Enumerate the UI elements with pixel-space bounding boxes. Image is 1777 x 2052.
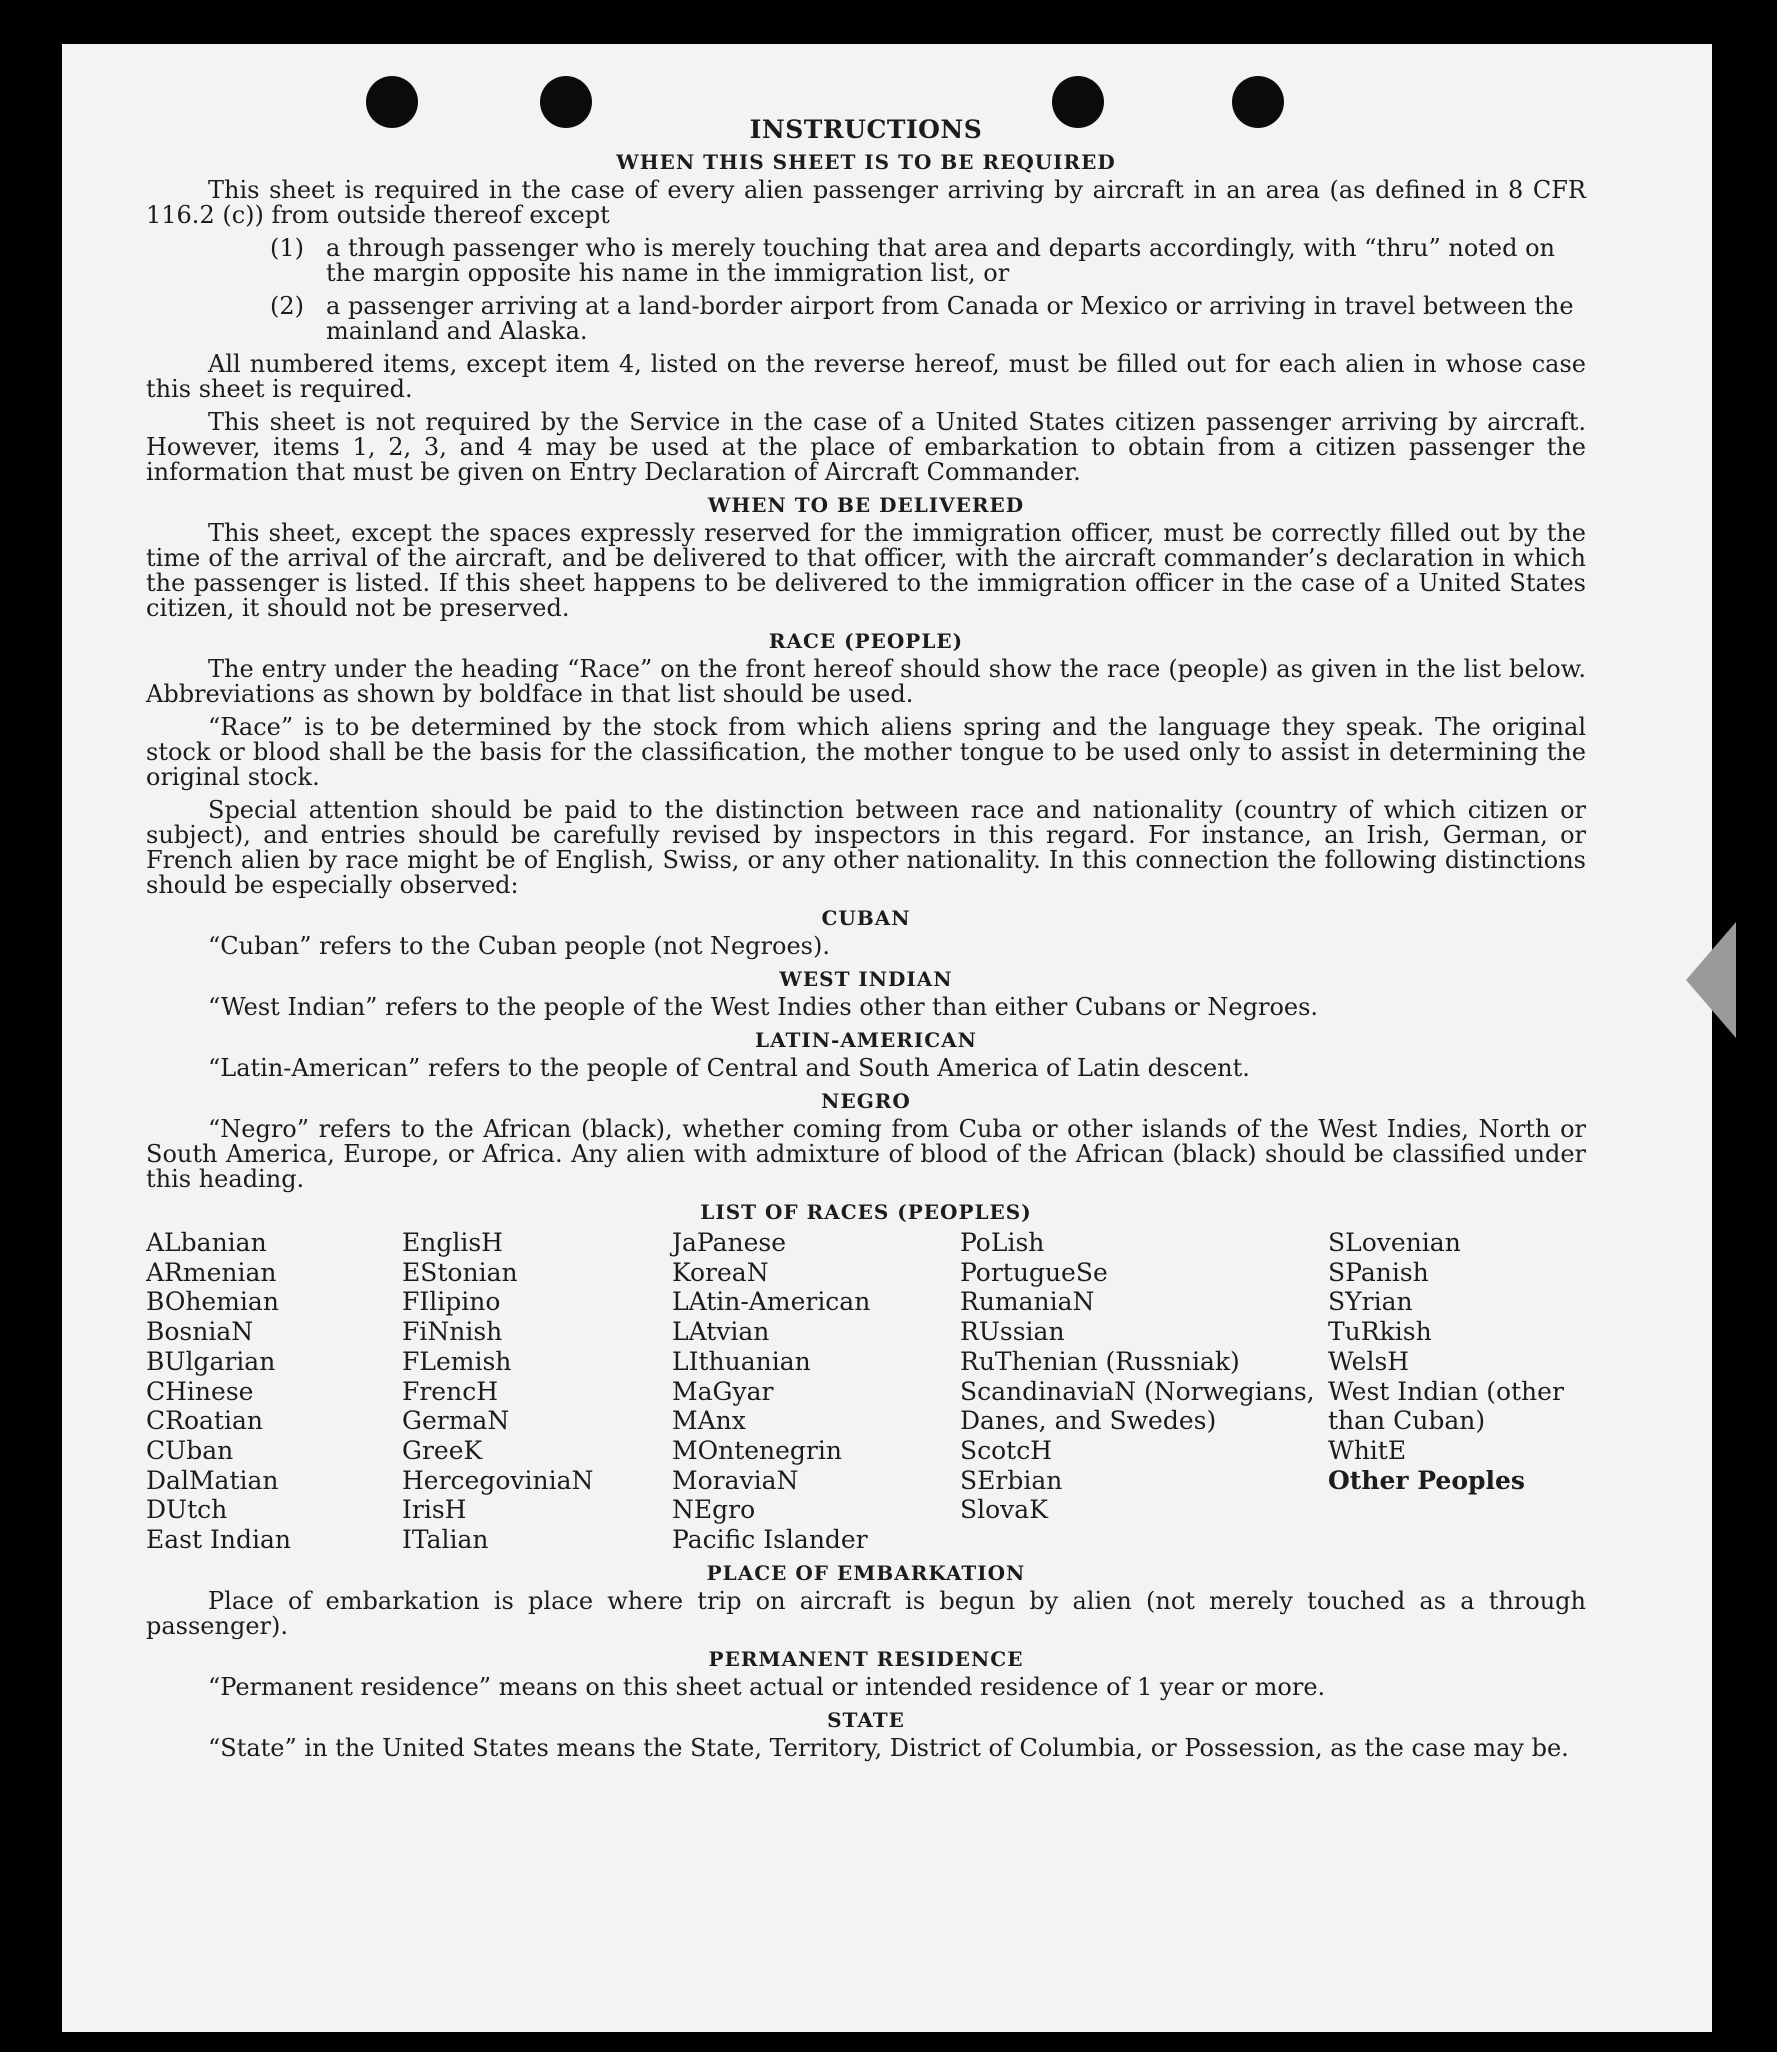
race-item: GermaN	[402, 1406, 510, 1436]
race-item: BOhemian	[146, 1287, 279, 1317]
race-item: LIthuanian	[672, 1346, 811, 1376]
race-item: IrisH	[402, 1495, 467, 1525]
paragraph: This sheet is not required by the Service in the case of a United States citizen passenger arriving by aircraft. However, items 1, 2, 3, and 4 may be used at the place of embarkation to obtain from a citizen passenger the information that must be given on Entry Declaration of Aircraft Commander.	[146, 408, 1586, 486]
paragraph: The entry under the heading “Race” on the front hereof should show the race (people) as given in the list below. Abbreviations as shown by boldface in that list should be used.	[146, 655, 1586, 708]
race-item: PortugueSe	[960, 1257, 1108, 1287]
race-item: SErbian	[960, 1465, 1063, 1495]
section-heading: PLACE OF EMBARKATION	[706, 1560, 1026, 1585]
paragraph: “Latin-American” refers to the people of Central and South America of Latin descent.	[208, 1054, 1250, 1082]
paragraph: “West Indian” refers to the people of the West Indies other than either Cubans or Negroes.	[208, 993, 1319, 1021]
race-item: ScotcH	[960, 1435, 1053, 1465]
section-heading: PERMANENT RESIDENCE	[708, 1646, 1024, 1671]
list-item: (1) a through passenger who is merely touching that area and departs accordingly, with “thru” noted on the margin opposite his name in the immigration list, or	[270, 234, 1556, 287]
race-item: LAtin-American	[672, 1287, 871, 1317]
section-heading: RACE (PEOPLE)	[768, 629, 964, 653]
race-item: LAtvian	[672, 1317, 770, 1347]
race-item: FIlipino	[402, 1287, 501, 1317]
race-item: MoraviaN	[672, 1465, 799, 1495]
torn-corner	[1686, 922, 1736, 1038]
race-item: CUban	[146, 1435, 234, 1465]
race-item: WelsH	[1328, 1346, 1410, 1376]
section-heading: LIST OF RACES (PEOPLES)	[700, 1200, 1032, 1224]
race-item: NEgro	[672, 1495, 756, 1525]
race-item: ITalian	[402, 1525, 489, 1555]
race-item: HercegoviniaN	[402, 1465, 594, 1495]
race-item: RUssian	[960, 1317, 1065, 1347]
race-item: FrencH	[402, 1376, 498, 1406]
race-item: MAnx	[672, 1406, 746, 1436]
section-heading: CUBAN	[821, 906, 911, 930]
section-heading: LATIN-AMERICAN	[755, 1028, 977, 1052]
race-item: SLovenian	[1328, 1228, 1461, 1257]
section-heading: WHEN THIS SHEET IS TO BE REQUIRED	[616, 150, 1116, 174]
race-item: PoLish	[960, 1228, 1045, 1257]
race-item: Other Peoples	[1328, 1465, 1525, 1495]
race-item: RumaniaN	[960, 1287, 1095, 1317]
paragraph: Special attention should be paid to the distinction between race and nationality (country of which citizen or subject), and entries should be carefully revised by inspectors in this regard. For instance, an Irish, German, or French alien by race might be of English, Swiss, or any other nationality. In this connection the following distinctions should be especially observed:	[146, 796, 1586, 899]
race-item: GreeK	[402, 1435, 483, 1465]
race-item: East Indian	[146, 1525, 291, 1555]
race-item: JaPanese	[672, 1228, 787, 1257]
paragraph: All numbered items, except item 4, listed on the reverse hereof, must be filled out for each alien in whose case this sheet is required.	[146, 350, 1586, 403]
race-item: MaGyar	[672, 1376, 774, 1406]
race-item: ScandinaviaN (Norwegians, Danes, and Swedes)	[960, 1376, 1315, 1436]
race-item: BosniaN	[146, 1317, 254, 1347]
race-item: MOntenegrin	[672, 1435, 842, 1465]
paragraph: This sheet, except the spaces expressly reserved for the immigration officer, must be correctly filled out by the time of the arrival of the aircraft, and be delivered to that officer, with the aircraft commander’s declaration in which the passenger is listed. If this sheet happens to be delivered to the immigration officer in the case of a United States citizen, it should not be preserved.	[146, 519, 1586, 622]
race-item: BUlgarian	[146, 1346, 276, 1376]
race-item: SlovaK	[960, 1495, 1048, 1525]
race-list	[146, 1228, 1586, 1555]
paragraph: “Negro” refers to the African (black), whether coming from Cuba or other islands of the West Indies, North or South America, Europe, or Africa. Any alien with admixture of blood of the African (black) should be classified under this heading.	[146, 1115, 1586, 1193]
paragraph: This sheet is required in the case of every alien passenger arriving by aircraft in an area (as defined in 8 CFR 116.2 (c)) from outside thereof except	[146, 176, 1586, 229]
race-item: DalMatian	[146, 1465, 279, 1495]
page-title: INSTRUCTIONS	[749, 115, 983, 144]
list-item: (2) a passenger arriving at a land-border airport from Canada or Mexico or arriving in travel between the mainland and Alaska.	[270, 292, 1574, 345]
race-item: WhitE	[1328, 1435, 1407, 1465]
race-item: RuThenian (Russniak)	[960, 1346, 1240, 1376]
race-item: ALbanian	[146, 1228, 267, 1257]
paragraph: “Cuban” refers to the Cuban people (not Negroes).	[208, 932, 830, 960]
section-heading: WEST INDIAN	[779, 967, 953, 991]
race-item: West Indian (other than Cuban)	[1328, 1376, 1564, 1436]
race-item: FiNnish	[402, 1317, 503, 1347]
race-item: Pacific Islander	[672, 1525, 868, 1555]
race-item: TuRkish	[1328, 1317, 1432, 1347]
paragraph: “Race” is to be determined by the stock from which aliens spring and the language they speak. The original stock or blood shall be the basis for the classification, the mother tongue to be used only to assist in determining the original stock.	[146, 713, 1586, 791]
race-item: DUtch	[146, 1495, 228, 1525]
race-item: KoreaN	[672, 1257, 769, 1287]
race-item: EStonian	[402, 1257, 518, 1287]
section-heading: WHEN TO BE DELIVERED	[707, 493, 1025, 517]
race-item: EnglisH	[402, 1228, 503, 1257]
section-heading: STATE	[827, 1707, 905, 1732]
paragraph: Place of embarkation is place where trip on aircraft is begun by alien (not merely touched as a through passenger).	[146, 1586, 1586, 1640]
race-item: FLemish	[402, 1346, 512, 1376]
paragraph: “State” in the United States means the State, Territory, District of Columbia, or Possession, as the case may be.	[208, 1733, 1569, 1762]
race-item: ARmenian	[146, 1257, 277, 1287]
race-item: CHinese	[146, 1376, 254, 1406]
race-item: CRoatian	[146, 1406, 263, 1436]
race-item: SPanish	[1328, 1257, 1429, 1287]
instructions-content	[146, 115, 1586, 1769]
race-item: SYrian	[1328, 1287, 1413, 1317]
section-heading: NEGRO	[821, 1089, 911, 1113]
paragraph: “Permanent residence” means on this sheet actual or intended residence of 1 year or more.	[208, 1672, 1326, 1701]
